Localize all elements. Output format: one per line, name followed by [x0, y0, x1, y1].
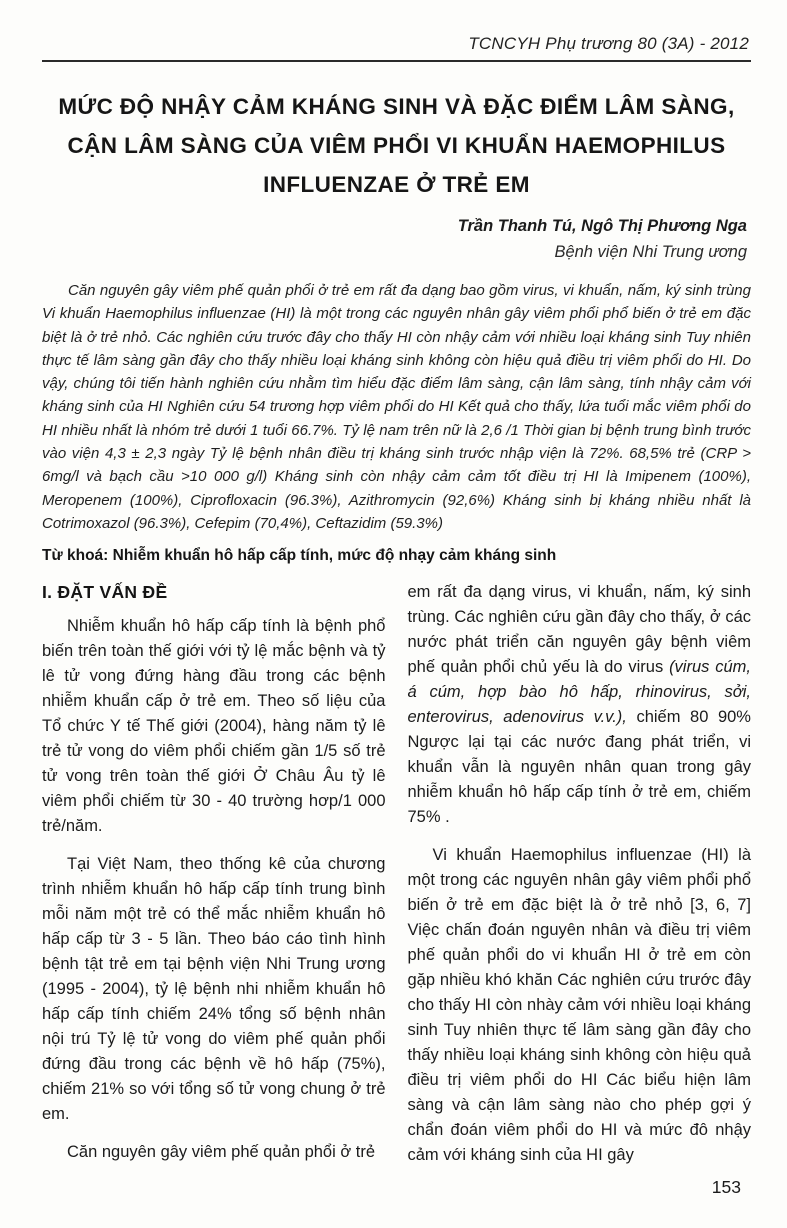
two-column-body [42, 580, 751, 1181]
journal-header: TCNCYH Phụ trương 80 (3A) - 2012 [468, 34, 749, 53]
paragraph-text-segment: chiếm 80 90% Ngược lại tại các nước đang phát triển, vi khuẩn vẫn là nguyên nhân quan trong gây nhiễm khuẩn hô hấp cấp tính ở trẻ em, chiếm 75% . [407, 708, 751, 827]
virus-list-italic: (virus cúm, á cúm, hợp bào hô hấp, rhinovirus, sởi, enterovirus, adenovirus v.v.), [407, 658, 752, 727]
paragraph-intro-2: Tại Việt Nam, theo thống kê của chương trình nhiễm khuẩn hô hấp cấp tính trung bình mỗi năm một trẻ có thể mắc nhiễm khuẩn hô hấp cấp từ 3 - 5 lần. Theo báo cáo tình hình bệnh tật trẻ em tại bệnh viện Nhi Trung ương (1995 - 2004), tỷ lệ bệnh nhi nhiễm khuẩn hô hấp cấp tính chiếm 24% tổng số bệnh nhân nội trú Tỷ lệ tử vong do viêm phế quản phổi đứng đầu trong các bệnh về hô hấp (75%), chiếm 21% so với tổng số tử vong chung ở trẻ em. [42, 855, 386, 1124]
paragraph-text-segment: em rất đa dạng virus, vi khuẩn, nấm, ký sinh trùng. Các nghiên cứu gần đây cho thấy, ở các nước phát triển căn nguyên gây bệnh viêm phế quản phổi chủ yếu là do virus [407, 583, 751, 677]
paragraph-intro-3-continued [408, 580, 752, 830]
keywords-line [42, 547, 751, 565]
title-line-2: CẬN LÂM SÀNG CỦA VIÊM PHỔI VI KHUẨN HAEMOPHILUS [67, 133, 726, 158]
page-number: 153 [711, 1177, 741, 1197]
paragraph-intro-4: Vi khuẩn Haemophilus influenzae (HI) là một trong các nguyên nhân gây viêm phổi phổ biến ở trẻ em đặc biệt là ở trẻ nhỏ [3, 6, 7] Việc chấn đoán nguyên nhân và điều trị viêm phế quản phổi do vi khuẩn HI ở trẻ em còn gặp nhiều khó khăn Các nghiên cứu trước đây cho thấy HI còn nhày cảm với nhiều loại kháng sinh Tuy nhiên thực tế lâm sàng gần đây cho thấy nhiều loại kháng sinh không còn hiệu quả điều trị viêm phổi do HI Các biểu hiện lâm sàng và cận lâm sàng nào cho phép gợi ý chẩn đoán viêm phổi do HI và mức đô nhậy cảm với kháng sinh của HI gây [407, 846, 751, 1165]
paragraph-intro-1: Nhiễm khuẩn hô hấp cấp tính là bệnh phổ biến trên toàn thế giới với tỷ lệ mắc bệnh và tỷ lê tử vong đứng hàng đầu trong các bệnh nhiễm khuẩn cấp ở trẻ em. Theo số liệu của Tổ chức Y tế Thế giới (2004), hàng năm tỷ lê trẻ tử vong do viêm phổi chiếm gần 1/5 số trẻ tử vong trên toàn thế giới Ở Châu Âu tỷ lê viêm phổi chiếm từ 30 - 40 trường hơp/1 000 trẻ/năm. [42, 617, 386, 836]
keywords-text: Nhiễm khuẩn hô hấp cấp tính, mức độ nhạy cảm kháng sinh [108, 547, 557, 565]
author-affiliation: Bệnh viện Nhi Trung ương [554, 243, 747, 261]
paragraph-intro-3: Căn nguyên gây viêm phế quản phổi ở trẻ [67, 1143, 376, 1162]
section-heading-intro: I. ĐẶT VẤN ĐỀ [42, 582, 168, 603]
header-rule [42, 60, 751, 62]
keywords-label: Từ khoá: [42, 547, 109, 565]
left-column [42, 580, 386, 1181]
right-column [408, 580, 752, 1181]
page-title [42, 87, 751, 204]
title-line-1: MỨC ĐỘ NHẬY CẢM KHÁNG SINH VÀ ĐẶC ĐIỂM LÂM SÀNG, [58, 94, 735, 119]
author-names: Trần Thanh Tú, Ngô Thị Phương Nga [457, 217, 747, 235]
abstract-text: Căn nguyên gây viêm phế quản phổi ở trẻ em rất đa dạng bao gồm virus, vi khuẩn, nấm, ký sinh trùng Vi khuẩn Haemophilus influenzae (HI) là một trong các nguyên nhân gây viêm phổi phổ biến ở trẻ em đặc biệt là ở trẻ nhỏ. Các nghiên cứu trước đây cho thấy HI còn nhậy cảm với nhiều loại kháng sinh Tuy nhiên thực tế lâm sàng gần đây cho thấy nhiều loại kháng sinh không còn hiệu quả điều trị viêm phổi do HI. Do vậy, chúng tôi tiến hành nghiên cứu nhằm tìm hiểu đặc điểm lâm sàng, cận lâm sàng, tính nhậy cảm với kháng sinh của HI Nghiên cứu 54 trương hợp viêm phổi do HI Kết quả cho thấy, lứa tuổi mắc viêm phổi do HI nhiều nhất là nhóm trẻ dưới 1 tuổi 66.7%. Tỷ lệ nam trên nữ là 2,6 /1 Thời gian bị bệnh trung bình trước vào viện 4,3 ± 2,3 ngày Tỷ lệ bệnh nhân điều trị kháng sinh trước nhập viện là 72%. 68,5% trẻ (CRP > 6mg/l và bạch cầu >10 000 g/l) Kháng sinh còn nhậy cảm cảm tốt điều trị HI là Imipenem (100%), Meropenem (100%), Ciprofloxacin (96.3%), Azithromycin (92,6%) Kháng sinh bị kháng nhiều nhất là Cotrimoxazol (96.3%), Cefepim (70,4%), Ceftazidim (59.3%) [42, 282, 751, 532]
title-line-3: INFLUENZAE Ở TRẺ EM [263, 172, 530, 197]
